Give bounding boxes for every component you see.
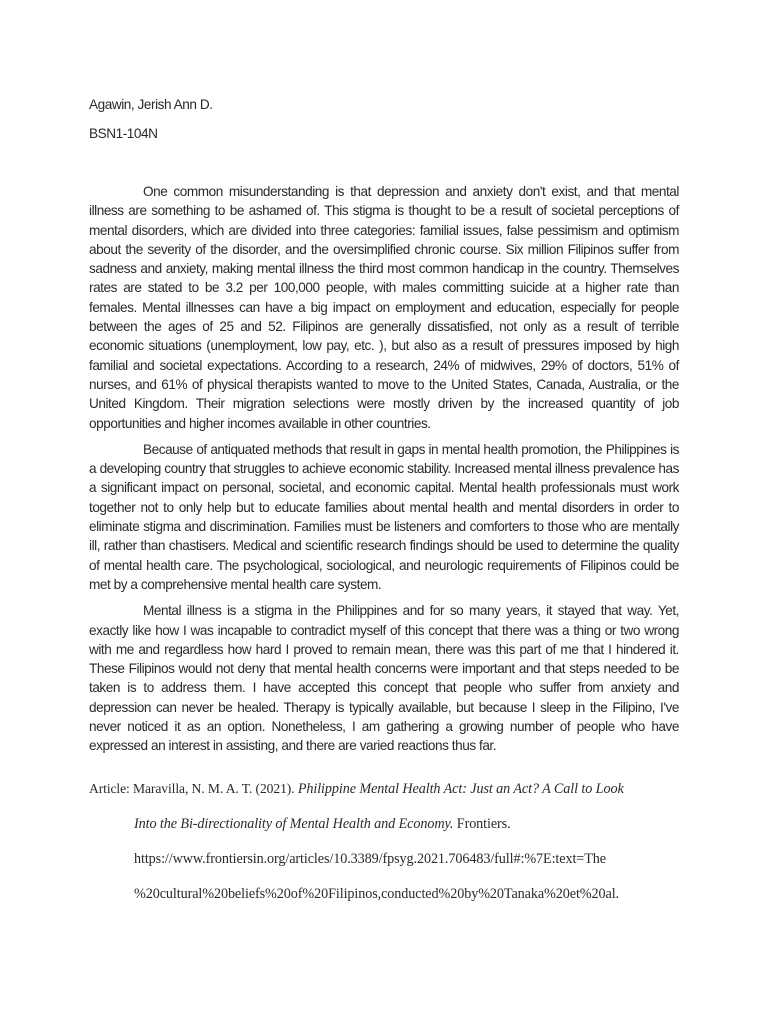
- author-name: Agawin, Jerish Ann D.: [89, 97, 213, 112]
- course-section: BSN1-104N: [89, 126, 158, 141]
- citation-title-1: Philippine Mental Health Act: Just an Act? A Call to Look: [297, 781, 624, 797]
- essay-body: [89, 182, 679, 763]
- paragraph-2: Because of antiquated methods that result in gaps in mental health promotion, the Philippines is a developing country that struggles to achieve economic stability. Increased mental illness prevalence has a significant impact on personal, societal, and economic capital. Mental health professionals must work together not to only help but to educate families about mental health and mental disorders in order to eliminate stigma and discrimination. Families must be listeners and comforters to those who are mentally ill, rather than chastisers. Medical and scientific research findings should be used to determine the quality of mental health care. The psychological, sociological, and neurologic requirements of Filipinos could be met by a comprehensive mental health care system.: [89, 441, 679, 592]
- citation-line-2: [89, 815, 689, 833]
- citation-url-2: %20cultural%20beliefs%20of%20Filipinos,conducted%20by%20Tanaka%20et%20al.: [134, 886, 619, 902]
- paragraph-3: Mental illness is a stigma in the Philippines and for so many years, it stayed that way. Yet, exactly like how I was incapable to contradict myself of this concept that there was a thing or two wrong with me and regardless how hard I proved to remain mean, there was this part of me that I hindered it. These Filipinos would not deny that mental health concerns were important and that steps needed to be taken is to address them. I have accepted this concept that people who suffer from anxiety and depression can never be healed. Therapy is typically available, but because I sleep in the Filipino, I've never noticed it as an option. Nonetheless, I am gathering a growing number of people who have expressed an interest in assisting, and there are varied reactions thus far.: [89, 603, 679, 754]
- reference-citation: [89, 780, 689, 920]
- citation-line-1: [89, 780, 689, 798]
- citation-title-2: Into the Bi-directionality of Mental Health and Economy.: [134, 816, 454, 832]
- paragraph-1: One common misunderstanding is that depression and anxiety don't exist, and that mental illness are something to be ashamed of. This stigma is thought to be a result of societal perceptions of mental disorders, which are divided into three categories: familial issues, false pessimism and optimism about the severity of the disorder, and the oversimplified chronic course. Six million Filipinos suffer from sadness and anxiety, making mental illness the third most common handicap in the country. Themselves rates are stated to be 3.2 per 100,000 people, with males committing suicide at a higher rate than females. Mental illnesses can have a big impact on employment and education, especially for people between the ages of 25 and 52. Filipinos are generally dissatisfied, not only as a result of terrible economic situations (unemployment, low pay, etc. ), but also as a result of pressures imposed by high familial and societal expectations. According to a research, 24% of midwives, 29% of doctors, 51% of nurses, and 61% of physical therapists wanted to move to the United States, Canada, Australia, or the United Kingdom. Their migration selections were mostly driven by the increased quantity of job opportunities and higher incomes available in other countries.: [89, 184, 679, 431]
- citation-url-1: https://www.frontiersin.org/articles/10.3389/fpsyg.2021.706483/full#:%7E:text=The: [134, 851, 606, 867]
- citation-prefix: Article: Maravilla, N. M. A. T. (2021).: [89, 781, 298, 796]
- citation-publisher: Frontiers.: [453, 816, 511, 832]
